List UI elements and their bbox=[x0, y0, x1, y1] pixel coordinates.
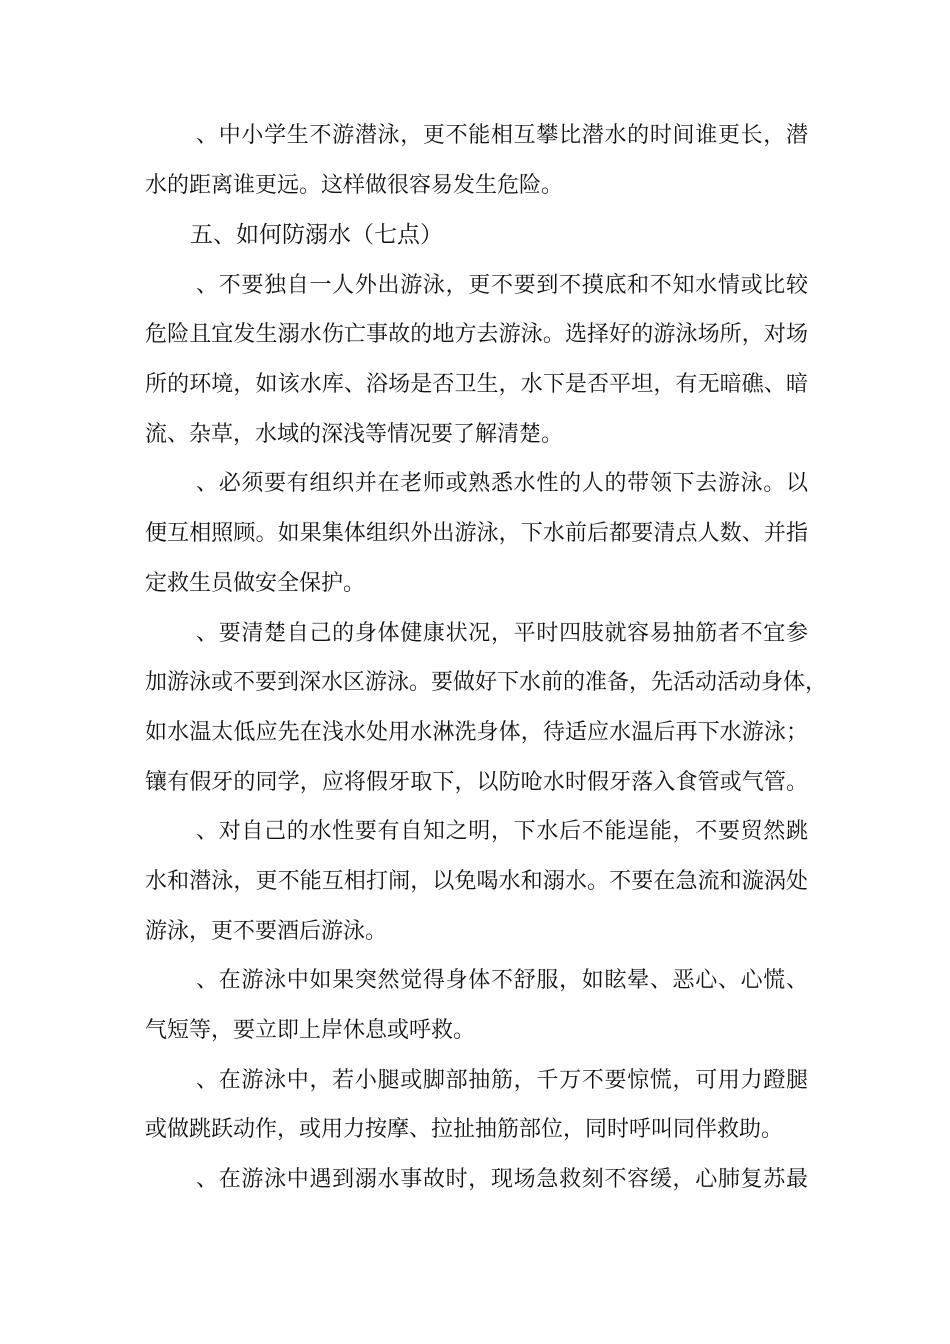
paragraph-line: 、在游泳中，若小腿或脚部抽筋，千万不要惊慌，可用力蹬腿 bbox=[196, 1068, 808, 1093]
paragraph-line: 或做跳跃动作，或用力按摩、拉扯抽筋部位，同时呼叫同伴救助。 bbox=[145, 1117, 784, 1142]
paragraph-line: 、要清楚自己的身体健康状况，平时四肢就容易抽筋者不宜参 bbox=[196, 621, 808, 646]
paragraph-line: 定救生员做安全保护。 bbox=[145, 571, 366, 596]
paragraph-line: 、在游泳中遇到溺水事故时，现场急救刻不容缓，心肺复苏最 bbox=[196, 1167, 808, 1192]
paragraph-line: 、在游泳中如果突然觉得身体不舒服，如眩晕、恶心、心慌、 bbox=[196, 968, 808, 993]
paragraph-line: 、对自己的水性要有自知之明，下水后不能逞能，不要贸然跳 bbox=[196, 819, 808, 844]
paragraph-line: 所的环境，如该水库、浴场是否卫生，水下是否平坦，有无暗礁、暗 bbox=[145, 372, 808, 397]
paragraph-line: 水的距离谁更远。这样做很容易发生危险。 bbox=[145, 173, 564, 198]
paragraph-line: 、不要独自一人外出游泳，更不要到不摸底和不知水情或比较 bbox=[196, 273, 808, 298]
paragraph-line: 加游泳或不要到深水区游泳。要做好下水前的准备，先活动活动身体， bbox=[145, 670, 828, 695]
paragraph-line: 水和潜泳，更不能互相打闹，以免喝水和溺水。不要在急流和漩涡处 bbox=[145, 869, 808, 894]
paragraph-line: 流、杂草，水域的深浅等情况要了解清楚。 bbox=[145, 422, 564, 447]
paragraph-line: 游泳，更不要酒后游泳。 bbox=[145, 919, 388, 944]
paragraph-line: 如水温太低应先在浅水处用水淋洗身体，待适应水温后再下水游泳； bbox=[145, 720, 808, 745]
paragraph-line: 、必须要有组织并在老师或熟悉水性的人的带领下去游泳。以 bbox=[196, 471, 808, 496]
paragraph-line: 气短等，要立即上岸休息或呼救。 bbox=[145, 1018, 476, 1043]
section-heading: 五、如何防溺水（七点） bbox=[190, 222, 443, 248]
paragraph-line: 危险且宜发生溺水伤亡事故的地方去游泳。选择好的游泳场所，对场 bbox=[145, 322, 808, 347]
paragraph-line: 镶有假牙的同学，应将假牙取下，以防呛水时假牙落入食管或气管。 bbox=[145, 770, 808, 795]
paragraph-line: 、中小学生不游潜泳，更不能相互攀比潜水的时间谁更长，潜 bbox=[196, 123, 808, 148]
paragraph-line: 便互相照顾。如果集体组织外出游泳，下水前后都要清点人数、并指 bbox=[145, 521, 808, 546]
